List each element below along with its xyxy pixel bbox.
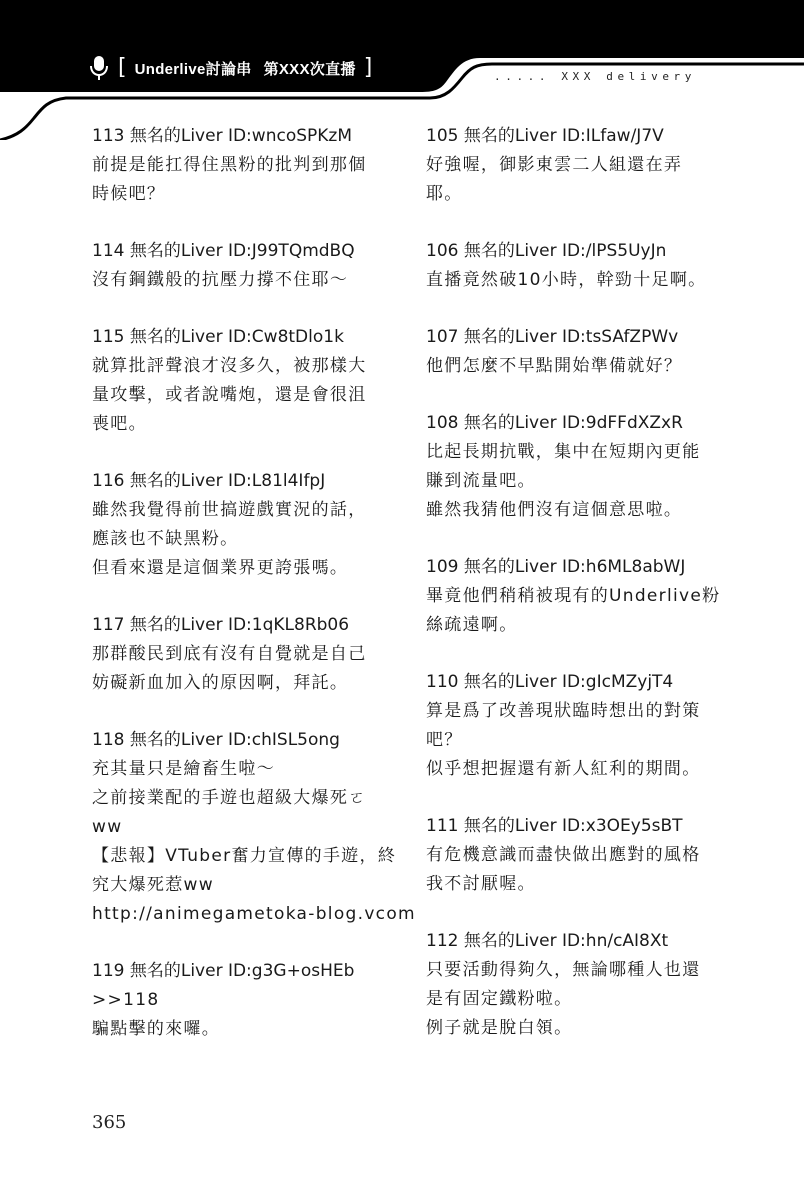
header-bracket-open: [ bbox=[118, 55, 127, 80]
thread-post bbox=[426, 668, 722, 784]
post-body-line: 絲疏遠啊。 bbox=[426, 615, 518, 635]
header-title bbox=[135, 58, 356, 79]
post-body-line: ww bbox=[92, 817, 123, 837]
post-body-line: 時候吧？ bbox=[92, 184, 166, 204]
post-header: 106 無名的Liver ID:/lPS5UyJn bbox=[426, 241, 667, 261]
post-body-line: 我不討厭喔。 bbox=[426, 874, 536, 894]
post-body-line: 妨礙新血加入的原因啊，拜託。 bbox=[92, 673, 349, 693]
thread-post bbox=[92, 726, 416, 929]
thread-post bbox=[92, 122, 388, 209]
post-header: 117 無名的Liver ID:1qKL8Rb06 bbox=[92, 615, 350, 635]
post-header: 119 無名的Liver ID:g3G+osHEb bbox=[92, 961, 355, 981]
thread-post bbox=[426, 122, 722, 209]
left-column bbox=[92, 122, 416, 1072]
post-body-line: >>118 bbox=[92, 990, 160, 1010]
post-body-line: 有危機意識而盡快做出應對的風格 bbox=[426, 845, 701, 865]
header-bracket-close: ] bbox=[363, 55, 373, 80]
post-body-line: 算是爲了改善現狀臨時想出的對策 bbox=[426, 701, 701, 721]
post-body-line: 比起長期抗戰，集中在短期內更能 bbox=[426, 442, 701, 462]
thread-post bbox=[92, 323, 388, 439]
right-column bbox=[426, 122, 722, 1071]
post-header: 105 無名的Liver ID:ILfaw/J7V bbox=[426, 126, 664, 146]
post-body-line: 那群酸民到底有沒有自覺就是自己 bbox=[92, 644, 367, 664]
thread-post bbox=[426, 927, 722, 1043]
post-body-line: 就算批評聲浪才沒多久，被那樣大 bbox=[92, 356, 367, 376]
thread-post bbox=[92, 611, 388, 698]
post-header: 112 無名的Liver ID:hn/cAI8Xt bbox=[426, 931, 669, 951]
post-body-line: 但看來還是這個業界更誇張嗎。 bbox=[92, 558, 349, 578]
post-header: 109 無名的Liver ID:h6ML8abWJ bbox=[426, 557, 686, 577]
post-body-line: 畢竟他們稍稍被現有的Underlive粉 bbox=[426, 586, 721, 606]
post-header: 111 無名的Liver ID:x3OEy5sBT bbox=[426, 816, 683, 836]
post-header: 113 無名的Liver ID:wncoSPKzM bbox=[92, 126, 352, 146]
post-header: 108 無名的Liver ID:9dFFdXZxR bbox=[426, 413, 683, 433]
thread-name: Underlive討論串 bbox=[134, 60, 252, 78]
post-header: 115 無名的Liver ID:Cw8tDlo1k bbox=[92, 327, 344, 347]
stream-episode: 第XXX次直播 bbox=[263, 60, 356, 78]
post-body-line: 是有固定鐵粉啦。 bbox=[426, 989, 573, 1009]
post-body-line: 雖然我猜他們沒有這個意思啦。 bbox=[426, 500, 683, 520]
thread-post bbox=[92, 957, 388, 1044]
post-body-line: 耶。 bbox=[426, 184, 463, 204]
post-header: 114 無名的Liver ID:J99TQmdBQ bbox=[92, 241, 355, 261]
post-body-line: 只要活動得夠久，無論哪種人也還 bbox=[426, 960, 701, 980]
post-body-line: 究大爆死惹ww bbox=[92, 875, 214, 895]
thread-post bbox=[426, 812, 722, 899]
header-row bbox=[88, 52, 372, 84]
post-body-line: 吧？ bbox=[426, 730, 463, 750]
post-body-line: 量攻擊，或者說嘴炮，還是會很沮 bbox=[92, 385, 367, 405]
post-body-line: 雖然我覺得前世搞遊戲實況的話， bbox=[92, 500, 367, 520]
post-body-line: 前提是能扛得住黑粉的批判到那個 bbox=[92, 155, 367, 175]
post-body-line: 【悲報】VTuber奮力宣傳的手遊，終 bbox=[92, 846, 397, 866]
page-number: 365 bbox=[92, 1112, 127, 1133]
post-body-line: 沒有鋼鐵般的抗壓力撐不住耶〜 bbox=[92, 270, 349, 290]
post-body-line: http://animegametoka-blog.vcom bbox=[92, 904, 416, 924]
post-body-line: 騙點擊的來囉。 bbox=[92, 1019, 221, 1039]
post-body-line: 似乎想把握還有新人紅利的期間。 bbox=[426, 759, 701, 779]
post-header: 116 無名的Liver ID:L81l4IfpJ bbox=[92, 471, 326, 491]
post-body-line: 好強喔，御影東雲二人組還在弄 bbox=[426, 155, 683, 175]
post-body-line: 喪吧。 bbox=[92, 414, 147, 434]
post-body-line: 賺到流量吧。 bbox=[426, 471, 536, 491]
post-body-line: 充其量只是繪畜生啦〜 bbox=[92, 759, 275, 779]
post-header: 110 無名的Liver ID:gIcMZyjT4 bbox=[426, 672, 674, 692]
thread-post bbox=[92, 467, 388, 583]
delivery-tagline: ..... XXX delivery bbox=[494, 70, 697, 83]
post-body-line: 他們怎麼不早點開始準備就好？ bbox=[426, 356, 683, 376]
post-body-line: 直播竟然破10小時，幹勁十足啊。 bbox=[426, 270, 707, 290]
thread-post bbox=[92, 237, 388, 295]
microphone-icon bbox=[88, 54, 110, 82]
post-body-line: 之前接業配的手遊也超級大爆死ㄛ bbox=[92, 788, 367, 808]
thread-post bbox=[426, 409, 722, 525]
thread-post bbox=[426, 553, 722, 640]
post-body-line: 例子就是脫白領。 bbox=[426, 1018, 573, 1038]
post-header: 118 無名的Liver ID:chISL5ong bbox=[92, 730, 340, 750]
post-body-line: 應該也不缺黑粉。 bbox=[92, 529, 239, 549]
thread-post bbox=[426, 323, 722, 381]
post-header: 107 無名的Liver ID:tsSAfZPWv bbox=[426, 327, 679, 347]
thread-post bbox=[426, 237, 722, 295]
